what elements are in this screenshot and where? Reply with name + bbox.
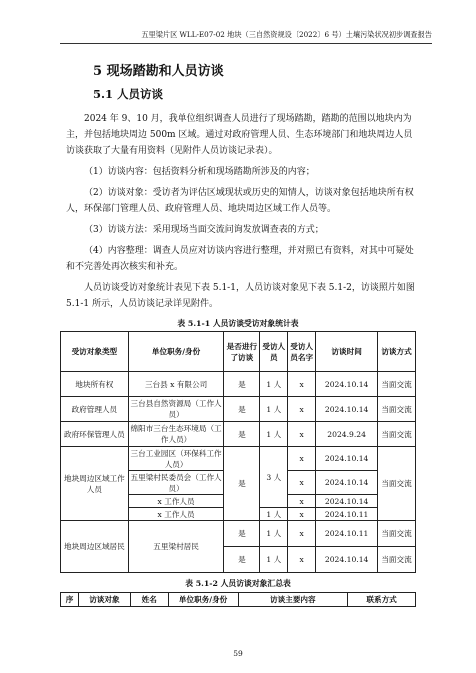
cell-done: 是 [224, 372, 260, 397]
col-header: 访谈对象 [78, 593, 130, 607]
table-header-row [61, 332, 416, 372]
col-header: 访谈时间 [316, 332, 378, 372]
table-header-row [61, 593, 416, 607]
cell-type: 地块周边区域工作人员 [61, 447, 129, 521]
cell-type: 地块周边区域居民 [61, 521, 129, 573]
col-header: 访谈方式 [378, 332, 416, 372]
cell-name: x [288, 508, 316, 521]
paragraph-organize [66, 243, 418, 275]
table1-caption: 表 5.1-1 人员访谈受访对象统计表 [177, 319, 299, 328]
cell-count: 1 人 [260, 508, 288, 521]
cell-type: 地块所有权 [61, 372, 129, 397]
cell-date: 2024.10.14 [316, 495, 378, 508]
col-header: 单位职务/身份 [168, 593, 238, 607]
cell-method: 当面交流 [378, 397, 416, 422]
table-row [61, 422, 416, 447]
cell-unit: 三台工业园区（环保科工作人员） [128, 447, 224, 471]
cell-name: x [288, 397, 316, 422]
cell-count: 1 人 [260, 422, 288, 447]
cell-unit: x 工作人员 [128, 495, 224, 508]
cell-done: 是 [224, 447, 260, 521]
cell-date: 2024.10.14 [316, 372, 378, 397]
cell-date: 2024.9.24 [316, 422, 378, 447]
col-header: 受访对象类型 [61, 332, 129, 372]
table-row [61, 521, 416, 547]
page-header: 五里梁片区 WLL-E07-02 地块（三自然资规设〔2022〕6 号）土壤污染状况初步调查报告 [60, 30, 432, 44]
cell-date: 2024.10.11 [316, 508, 378, 521]
cell-date: 2024.10.14 [316, 547, 378, 573]
col-header: 受访人员 [260, 332, 288, 372]
paragraph-content [66, 164, 418, 180]
cell-count: 1 人 [260, 397, 288, 422]
paragraph: （2）访谈对象：受访者为评估区域现状或历史的知情人，访谈对象包括地块所有权人，环保部门管理人员、政府管理人员、地块周边区域工作人员等。 [66, 188, 414, 215]
cell-unit: x 工作人员 [128, 508, 224, 521]
subsection-title: 5.1 人员访谈 [93, 87, 164, 101]
cell-unit: 五里梁村民委员会（工作人员） [128, 471, 224, 495]
cell-name: x [288, 547, 316, 573]
col-header: 访谈主要内容 [238, 593, 348, 607]
cell-unit: 绵阳市三台生态环境局（工作人员） [128, 422, 224, 447]
cell-name: x [288, 521, 316, 547]
cell-method: 当面交流 [378, 447, 416, 521]
cell-count: 1 人 [260, 547, 288, 573]
paragraph: （3）访谈方法：采用现场当面交流问询发放调查表的方式； [84, 225, 324, 235]
col-header: 姓名 [130, 593, 168, 607]
cell-done: 是 [224, 397, 260, 422]
cell-method: 当面交流 [378, 422, 416, 447]
paragraph-intro [66, 111, 418, 160]
cell-date: 2024.10.14 [316, 471, 378, 495]
paragraph: 人员访谈受访对象统计表见下表 5.1-1，人员访谈对象见下表 5.1-2，访谈照片如图 5.1-1 所示，人员访谈记录详见附件。 [66, 283, 415, 310]
cell-unit: 五里梁村居民 [128, 521, 224, 573]
cell-method: 当面交流 [378, 372, 416, 397]
cell-unit: 三台县 x 有限公司 [128, 372, 224, 397]
cell-count: 1 人 [260, 372, 288, 397]
cell-name: x [288, 495, 316, 508]
interviewee-stats-table [60, 331, 416, 573]
table2-caption: 表 5.1-2 人员访谈对象汇总表 [185, 579, 291, 588]
paragraph: 2024 年 9、10 月，我单位组织调查人员进行了现场踏勘，踏勘的范围以地块内为主，并包括地块周边 500m 区域。通过对政府管理人员、生态环境部门和地块周边人员访谈获取了大量有用资料（见附件人员访谈记录表）。 [66, 114, 413, 157]
cell-method: 当面交流 [378, 547, 416, 573]
cell-name: x [288, 372, 316, 397]
paragraph-summary [66, 280, 418, 312]
col-header: 联系方式 [348, 593, 416, 607]
table-row [61, 372, 416, 397]
col-header: 是否进行了访谈 [224, 332, 260, 372]
cell-type: 政府管理人员 [61, 397, 129, 422]
cell-name: x [288, 471, 316, 495]
cell-done: 是 [224, 547, 260, 573]
cell-unit: 三台县自然资源局（工作人员） [128, 397, 224, 422]
cell-date: 2024.10.14 [316, 397, 378, 422]
cell-name: x [288, 447, 316, 471]
cell-type: 政府环保管理人员 [61, 422, 129, 447]
cell-count: 1 人 [260, 521, 288, 547]
cell-count: 3 人 [260, 447, 288, 508]
paragraph-method [66, 222, 418, 238]
col-header: 单位职务/身份 [128, 332, 224, 372]
cell-date: 2024.10.14 [316, 447, 378, 471]
cell-done: 是 [224, 521, 260, 547]
col-header: 序 [61, 593, 79, 607]
page-number: 59 [233, 649, 243, 658]
cell-method: 当面交流 [378, 521, 416, 547]
paragraph: （4）内容整理：调查人员应对访谈内容进行整理，并对照已有资料，对其中可疑处和不完善处再次核实和补充。 [66, 246, 414, 273]
cell-name: x [288, 422, 316, 447]
paragraph: （1）访谈内容：包括资料分析和现场踏勘所涉及的内容； [84, 167, 315, 177]
cell-date: 2024.10.11 [316, 521, 378, 547]
table-row [61, 397, 416, 422]
section-title: 5 现场踏勘和人员访谈 [93, 64, 224, 79]
interviewee-summary-table [60, 592, 416, 607]
table-row [61, 447, 416, 471]
paragraph-subjects [66, 185, 418, 217]
col-header: 受访人员名字 [288, 332, 316, 372]
cell-done: 是 [224, 422, 260, 447]
